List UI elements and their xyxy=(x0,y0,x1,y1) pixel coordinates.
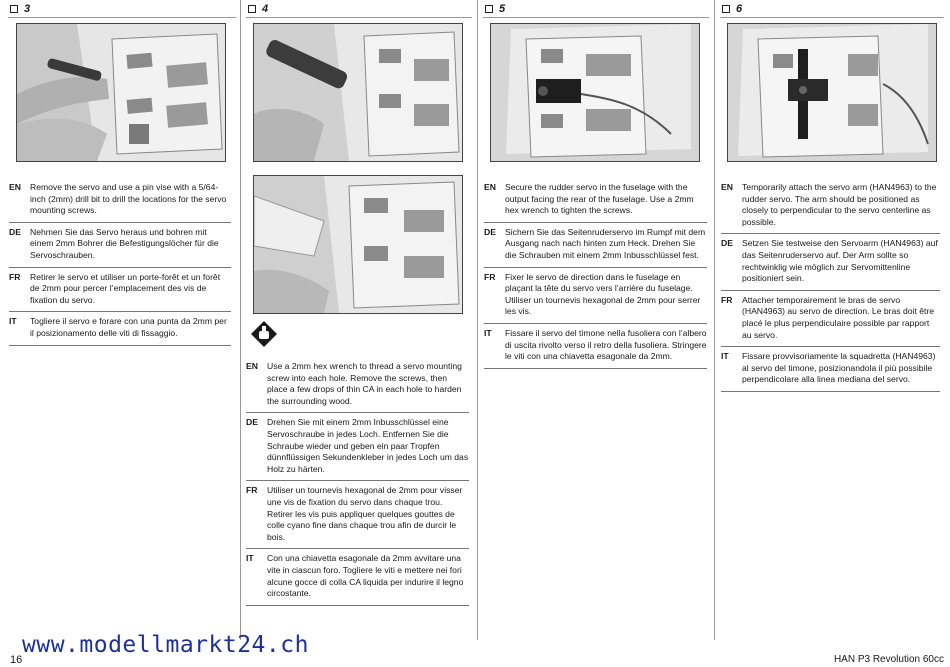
page-number: 16 xyxy=(10,654,23,666)
lang-code: DE xyxy=(721,238,733,249)
step-4-text xyxy=(246,357,469,606)
header-rule xyxy=(246,17,472,18)
paragraph-it xyxy=(246,549,469,605)
lang-code: EN xyxy=(484,182,496,192)
instruction-text: Fissare provvisoriamente la squadretta (HAN4963) al servo del timone, posizionandola il più possibile perpendicolare alla linea mediana del servo. xyxy=(742,351,936,385)
step-4-photo-drill xyxy=(253,23,463,162)
checkbox-icon[interactable] xyxy=(722,5,730,13)
paragraph-de xyxy=(484,223,707,268)
step-4-photo-glue xyxy=(253,175,463,314)
lang-code: IT xyxy=(484,327,492,338)
lang-code: DE xyxy=(246,417,258,428)
instruction-text: Fissare il servo del timone nella fusoliera con l’albero di uscita rivolto verso il retro della fusoliera. Stringere le viti con una chiavetta esagonale da 2mm. xyxy=(505,327,707,362)
step-6-photo xyxy=(727,23,937,162)
instruction-text: Sichern Sie das Seitenruderservo im Rumpf mit dem Ausgang nach nach hinten zum Heck. Drehen Sie die Schrauben mit einem 2mm Inbusschlüssel fest. xyxy=(505,226,706,260)
lang-code: IT xyxy=(246,553,254,564)
paragraph-en xyxy=(9,178,231,223)
step-3-photo xyxy=(16,23,226,162)
instruction-text: Utiliser un tournevis hexagonal de 2mm pour visser une vis de fixation du servo dans chaque trou. Retirer les vis puis appliquer quelques gouttes de colle cyano fine dans chaque trou afin de durcir le bois. xyxy=(267,485,463,542)
instruction-text: Remove the servo and use a pin vise with a 5/64-inch (2mm) drill bit to drill the locations for the servo mounting screws. xyxy=(30,182,227,216)
step-5-header xyxy=(485,2,505,16)
document-title: HAN P3 Revolution 60cc xyxy=(833,654,944,665)
lang-code: FR xyxy=(721,294,733,305)
paragraph-en xyxy=(721,178,940,234)
step-number: 5 xyxy=(499,3,506,15)
paragraph-it xyxy=(721,347,940,392)
glue-bottle-icon xyxy=(250,320,278,348)
checkbox-icon[interactable] xyxy=(485,5,493,13)
paragraph-fr xyxy=(484,268,707,324)
lang-code: FR xyxy=(484,271,496,282)
paragraph-fr xyxy=(721,291,940,347)
step-3-header xyxy=(10,2,30,16)
step-5-photo xyxy=(490,23,700,162)
instruction-text: Nehmen Sie das Servo heraus und bohren mit einem 2mm Bohrer die Befestigungslöcher für die Servoschrauben. xyxy=(30,226,219,260)
lang-code: FR xyxy=(246,485,258,496)
step-6-text xyxy=(721,178,940,392)
step-3-text xyxy=(9,178,231,346)
paragraph-fr xyxy=(246,481,469,549)
paragraph-en xyxy=(484,178,707,223)
lang-code: FR xyxy=(9,271,21,282)
lang-code: EN xyxy=(246,361,258,371)
checkbox-icon[interactable] xyxy=(10,5,18,13)
paragraph-de xyxy=(9,223,231,268)
column-divider xyxy=(714,0,715,640)
instruction-text: Use a 2mm hex wrench to thread a servo mounting screw into each hole. Remove the screws, then place a few drops of thin CA in each hole to harden the surrounding wood. xyxy=(267,361,462,406)
column-divider xyxy=(477,0,478,640)
lang-code: DE xyxy=(484,226,496,237)
paragraph-it xyxy=(484,324,707,369)
step-6-header xyxy=(722,2,742,16)
step-number: 3 xyxy=(24,3,31,15)
instruction-text: Retirer le servo et utiliser un porte-forêt et un forêt de 2mm pour percer l’emplacement des vis de fixation du servo. xyxy=(30,271,221,305)
paragraph-en xyxy=(246,357,469,413)
lang-code: EN xyxy=(721,182,733,192)
header-rule xyxy=(483,17,709,18)
step-4-header xyxy=(248,2,268,16)
step-number: 6 xyxy=(736,3,743,15)
instruction-text: Togliere il servo e forare con una punta da 2mm per il posizionamento delle viti di fissaggio. xyxy=(30,316,227,338)
lang-code: EN xyxy=(9,182,21,192)
instruction-text: Drehen Sie mit einem 2mm Inbusschlüssel eine Servoschraube in jedes Loch. Entfernen Sie die Schraube wieder und geben ein paar Tropfen dünnflüssigen Sekundenkleber in jedes Loch um das Holz zu härten. xyxy=(267,417,469,474)
lang-code: DE xyxy=(9,226,21,237)
lang-code: IT xyxy=(9,316,17,327)
watermark-url: www.modellmarkt24.ch xyxy=(22,632,309,658)
paragraph-it xyxy=(9,312,231,345)
instruction-text: Setzen Sie testweise den Servoarm (HAN4963) auf das Seitenruderservo auf. Der Arm sollte so rechtwinklig wie möglich zur Servomittenline positioniert sein. xyxy=(742,238,938,284)
instruction-text: Con una chiavetta esagonale da 2mm avvitare una vite in ciascun foro. Togliere le viti e mettere nei fori alcune gocce di colla CA liquida per indurire il legno circostante. xyxy=(267,553,464,599)
step-number: 4 xyxy=(262,3,269,15)
paragraph-de xyxy=(721,234,940,290)
instruction-text: Secure the rudder servo in the fuselage with the output facing the rear of the fuselage. Use a 2mm hex wrench to tighten the screws. xyxy=(505,182,694,216)
paragraph-fr xyxy=(9,268,231,313)
paragraph-de xyxy=(246,413,469,481)
column-divider xyxy=(240,0,241,640)
header-rule xyxy=(720,17,944,18)
checkbox-icon[interactable] xyxy=(248,5,256,13)
lang-code: IT xyxy=(721,351,729,362)
instruction-text: Temporarily attach the servo arm (HAN4963) to the rudder servo. The arm should be positioned as closely to perpendicular to the servo centerline as possible. xyxy=(742,182,937,227)
instruction-text: Attacher temporairement le bras de servo (HAN4963) au servo de direction. Le bras doit être placé le plus perpendiculaire possible par rapport au servo. xyxy=(742,294,935,340)
instruction-text: Fixer le servo de direction dans le fuselage en plaçant la tête du servo vers l’arrière du fuselage. Utiliser un tournevis hexagonal de 2mm pour serrer les vis. xyxy=(505,271,701,317)
step-5-text xyxy=(484,178,707,369)
header-rule xyxy=(8,17,236,18)
